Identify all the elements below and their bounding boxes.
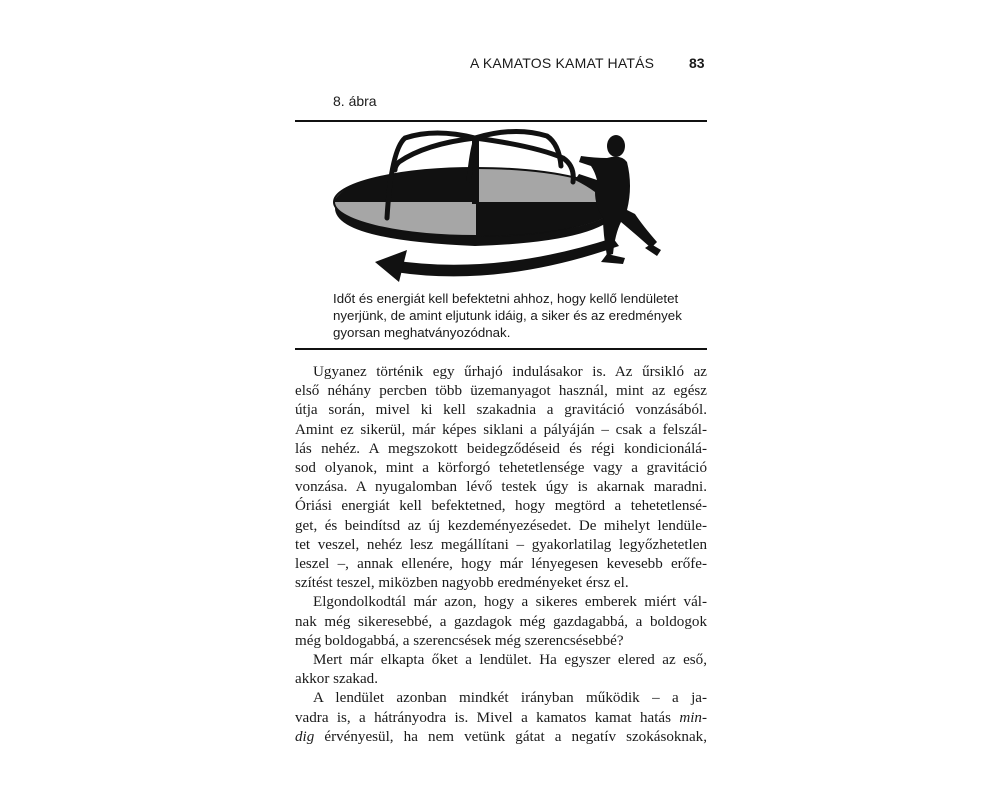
text-line: Ugyanez történik egy űrhajó indulásakor is. Az űrsikló az — [313, 364, 707, 380]
platform-black-quadrant-right — [476, 202, 618, 236]
text-line: Elgondolkodtál már azon, hogy a sikeres emberek miért vál- — [313, 594, 707, 611]
emphasis-text: min- — [679, 709, 707, 726]
text-line: tet veszel, nehéz lesz megállítani – gyakorlatilag legyőzhetetlen — [295, 536, 707, 553]
emphasis-text: dig — [295, 728, 315, 745]
text-line: akkor szakad. — [295, 671, 378, 688]
text-line: Mert már elkapta őket a lendület. Ha egyszer elered az eső, — [313, 652, 707, 669]
text-line: leszel –, annak ellenére, hogy már lényegesen kevesebb erőfe- — [295, 556, 707, 573]
text-line: Óriási energiát kell befektetned, hogy megtörd a tehetetlensé- — [295, 498, 707, 515]
text-line — [295, 728, 707, 747]
text-segment: vadra is, a hátrányodra is. Mivel a kamatos kamat hatás — [295, 709, 680, 726]
paragraph-3 — [295, 651, 707, 689]
text-line: Amint ez sikerül, már képes siklani a pályáján – csak a felszál- — [295, 421, 707, 438]
running-header-title: A KAMATOS KAMAT HATÁS — [470, 55, 655, 71]
text-line: get, és beindítsd az új kezdeményezésedet. De mihelyt lendüle- — [295, 517, 707, 534]
text-line: útja során, mivel ki kell szakadnia a gravitáció vonzásából. — [295, 402, 707, 419]
caption-line: gyorsan meghatványozódnak. — [333, 325, 511, 340]
text-line: A lendület azonban mindkét irányban működik – a ja- — [313, 690, 707, 707]
text-line: nak még sikeresebbé, a gazdagok még gazdagabbá, a boldogok — [295, 613, 707, 630]
text-line — [295, 709, 707, 728]
figure-label: 8. ábra — [333, 93, 377, 109]
caption-line: Időt és energiát kell befektetni ahhoz, hogy kellő lendületet — [333, 291, 679, 306]
text-line: első néhány percben több üzemanyagot használ, mint az egész — [295, 383, 707, 400]
paragraph-4 — [295, 689, 707, 747]
merry-go-round-illustration — [295, 122, 707, 292]
caption-line: nyerjünk, de amint eljutunk idáig, a siker és az eredmények — [333, 308, 682, 323]
text-segment: érvényesül, ha nem vetünk gátat a negatív szokásoknak, — [314, 728, 707, 745]
paragraph-1 — [295, 363, 707, 593]
page-number: 83 — [689, 55, 705, 71]
platform-black-quadrant-left — [334, 168, 476, 202]
text-line: vonzása. A nyugalomban lévő testek úgy is akarnak maradni. — [295, 479, 707, 496]
paragraph-2 — [295, 593, 707, 651]
text-line: szítést teszel, miközben nagyobb eredményeket érsz el. — [295, 575, 629, 592]
figure-caption — [333, 290, 693, 341]
text-line: lás nehéz. A megszokott beidegződéseid és régi kondicionálá- — [295, 440, 707, 457]
text-line: még boldogabbá, a szerencsések még szerencsésebbé? — [295, 632, 624, 649]
figure-bottom-rule — [295, 348, 707, 350]
text-line: sod olyanok, mint a körforgó tehetetlensége vagy a gravitáció — [295, 460, 707, 477]
body-text — [295, 363, 707, 747]
